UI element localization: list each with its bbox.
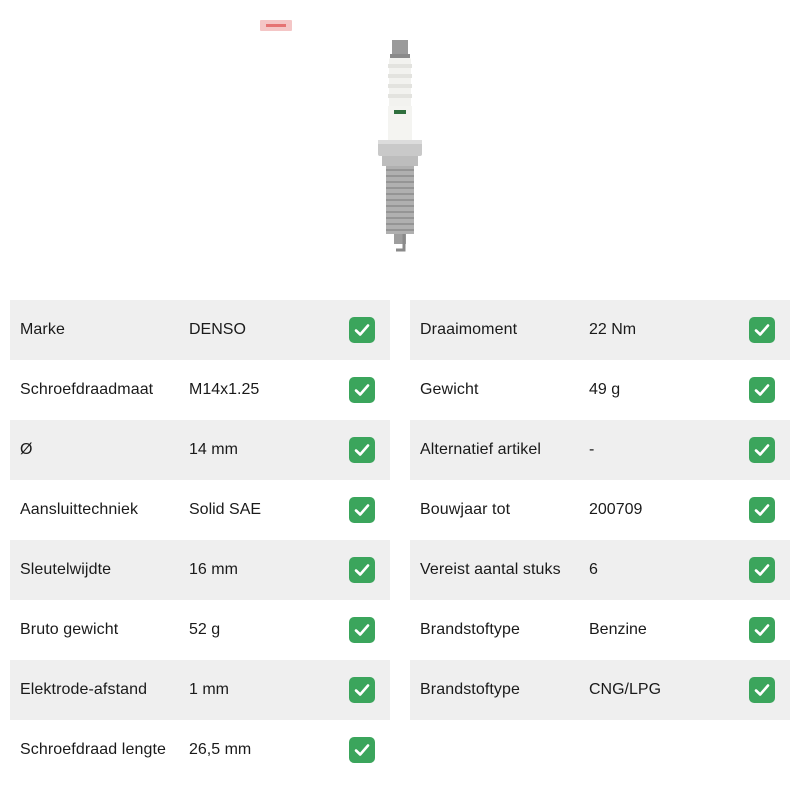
spec-label: Ø — [20, 441, 33, 458]
spec-row — [410, 360, 790, 420]
spec-value: 14 mm — [189, 441, 238, 458]
spec-label: Schroefdraadmaat — [20, 381, 154, 398]
spec-row — [410, 420, 790, 480]
check-icon — [349, 737, 375, 763]
check-icon — [349, 317, 375, 343]
spec-value: M14x1.25 — [189, 381, 260, 398]
check-icon — [349, 377, 375, 403]
spec-row — [10, 420, 390, 480]
spec-label: Gewicht — [420, 381, 479, 398]
spec-value: 49 g — [589, 381, 621, 398]
spec-label: Sleutelwijdte — [20, 561, 112, 578]
spec-value: CNG/LPG — [589, 681, 662, 698]
spec-value: - — [589, 441, 595, 458]
spec-value: Solid SAE — [189, 501, 262, 518]
spec-row — [10, 540, 390, 600]
spec-value: 200709 — [589, 501, 643, 518]
check-icon — [749, 557, 775, 583]
denso-logo-icon — [260, 20, 292, 31]
spec-label: Bruto gewicht — [20, 621, 119, 638]
spec-table-left — [10, 300, 390, 780]
spec-row — [10, 660, 390, 720]
spec-row — [410, 660, 790, 720]
check-icon — [749, 377, 775, 403]
spec-row — [410, 540, 790, 600]
spec-value: 16 mm — [189, 561, 238, 578]
spec-row — [10, 360, 390, 420]
spec-table-right — [410, 300, 790, 720]
spec-row — [10, 300, 390, 360]
check-icon — [749, 617, 775, 643]
check-icon — [749, 317, 775, 343]
spec-label: Brandstoftype — [420, 681, 521, 698]
spec-value: 26,5 mm — [189, 741, 252, 758]
spec-value: DENSO — [189, 321, 246, 338]
check-icon — [349, 677, 375, 703]
spec-label: Alternatief artikel — [420, 441, 542, 458]
spark-plug-image — [360, 36, 440, 258]
spec-value: 1 mm — [189, 681, 229, 698]
spec-value: Benzine — [589, 621, 647, 638]
spec-label: Elektrode-afstand — [20, 681, 148, 698]
check-icon — [349, 437, 375, 463]
spec-label: Aansluittechniek — [20, 501, 139, 518]
check-icon — [349, 497, 375, 523]
check-icon — [749, 677, 775, 703]
spec-label: Schroefdraad lengte — [20, 741, 167, 758]
spec-label: Draaimoment — [420, 321, 518, 338]
spec-row — [410, 600, 790, 660]
spec-label: Brandstoftype — [420, 621, 521, 638]
spec-value: 52 g — [189, 621, 221, 638]
spec-label: Marke — [20, 321, 65, 338]
check-icon — [349, 617, 375, 643]
spec-label: Bouwjaar tot — [420, 501, 511, 518]
spec-row — [410, 480, 790, 540]
check-icon — [749, 437, 775, 463]
spec-value: 22 Nm — [589, 321, 637, 338]
check-icon — [349, 557, 375, 583]
spec-row — [10, 600, 390, 660]
spec-row — [10, 720, 390, 780]
spec-value: 6 — [589, 561, 598, 578]
spec-row — [10, 480, 390, 540]
spec-label: Vereist aantal stuks — [420, 561, 561, 578]
spec-row — [410, 300, 790, 360]
check-icon — [749, 497, 775, 523]
